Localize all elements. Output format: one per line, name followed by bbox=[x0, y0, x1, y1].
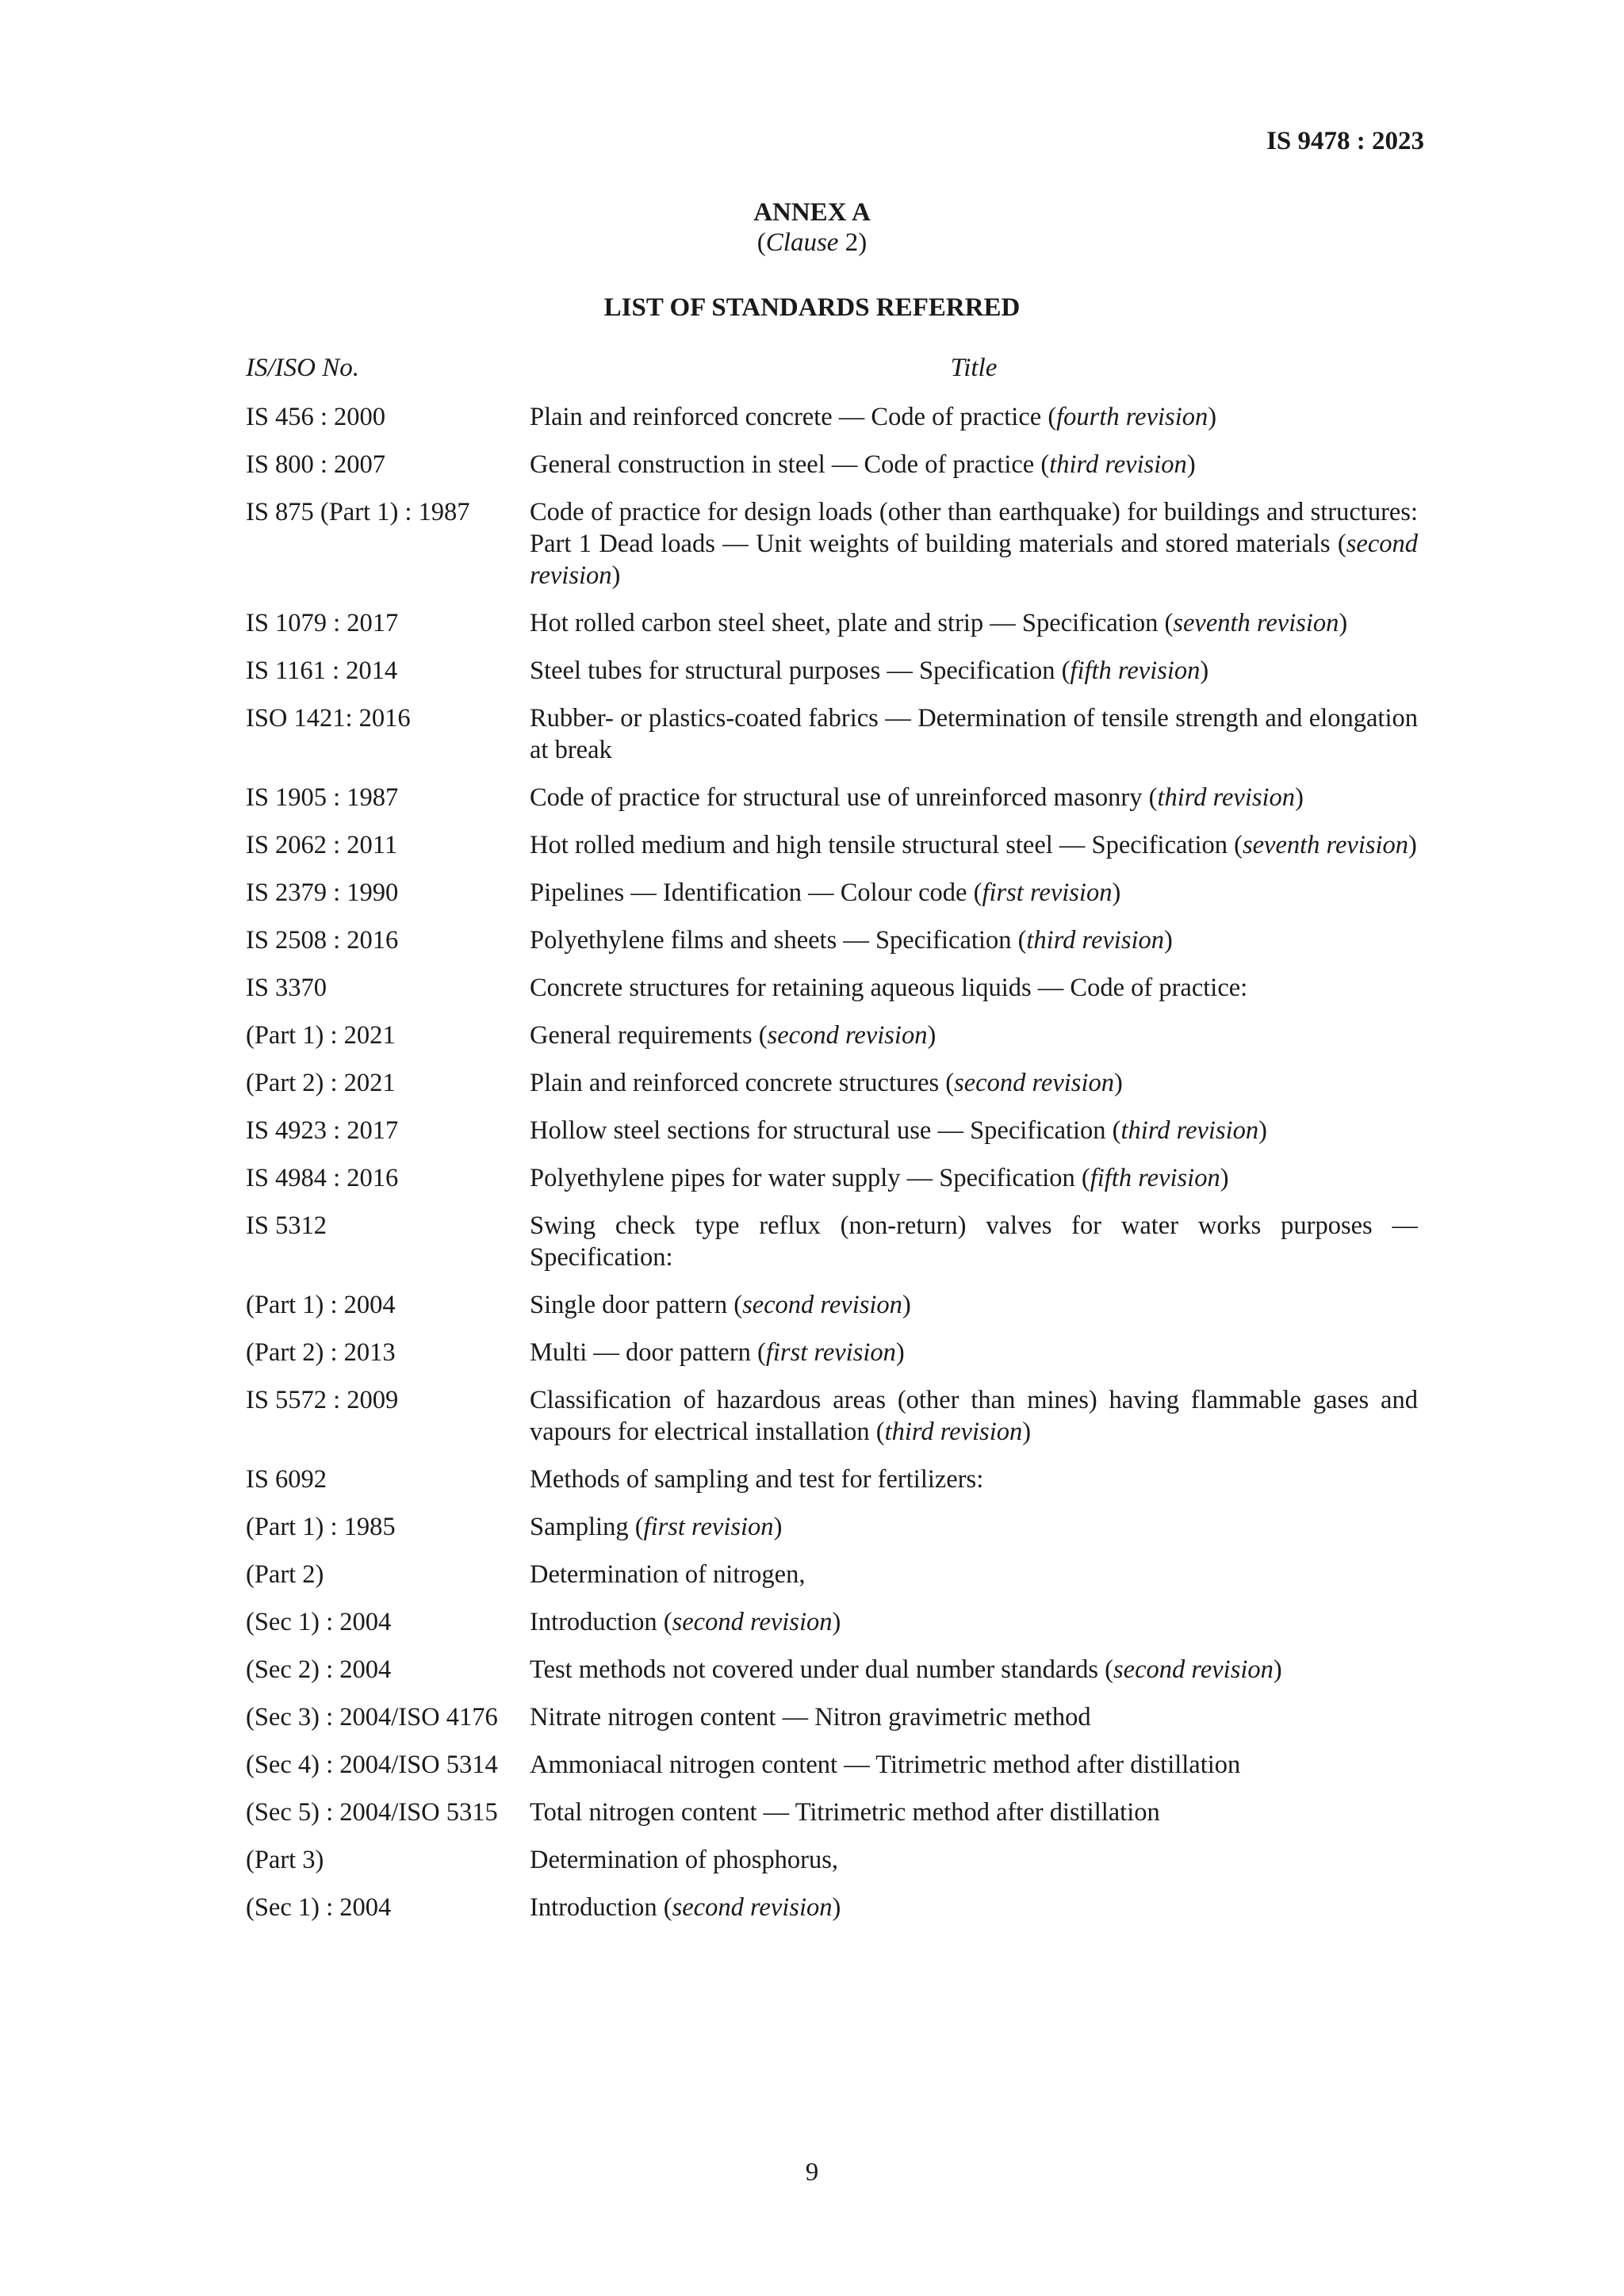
revision-text: fifth revision bbox=[1070, 656, 1201, 685]
standard-id: (Sec 2) : 2004 bbox=[246, 1655, 392, 1684]
revision-text: third revision bbox=[1026, 926, 1165, 955]
title-text: General construction in steel — Code of practice ( bbox=[530, 450, 1050, 479]
list-item bbox=[246, 449, 1418, 480]
title-tail: ) bbox=[1164, 926, 1173, 955]
standard-id: IS 456 : 2000 bbox=[246, 403, 386, 431]
title-text: Plain and reinforced concrete structures ( bbox=[530, 1069, 955, 1097]
title-tail: ) bbox=[927, 1021, 936, 1050]
revision-text: second revision bbox=[530, 530, 1418, 590]
standard-title bbox=[530, 1464, 1418, 1495]
title-text: Rubber- or plastics-coated fabrics — Determination of tensile strength and elongation at break bbox=[530, 704, 1418, 764]
standard-id: IS 4923 : 2017 bbox=[246, 1116, 399, 1145]
list-item bbox=[246, 401, 1418, 433]
standard-id: (Sec 3) : 2004/ISO 4176 bbox=[246, 1703, 498, 1732]
revision-text: second revision bbox=[767, 1021, 928, 1050]
standard-id: (Part 1) : 2004 bbox=[246, 1291, 396, 1319]
standard-id: (Part 1) : 2021 bbox=[246, 1021, 396, 1050]
title-tail: ) bbox=[902, 1291, 911, 1319]
standard-id: IS 2379 : 1990 bbox=[246, 878, 399, 907]
title-text: Concrete structures for retaining aqueous liquids — Code of practice: bbox=[530, 974, 1248, 1002]
standard-id: IS 5312 bbox=[246, 1211, 327, 1240]
list-item bbox=[246, 1844, 1418, 1876]
title-text: Introduction ( bbox=[530, 1893, 672, 1922]
title-tail: ) bbox=[1113, 1069, 1123, 1097]
title-text: Steel tubes for structural purposes — Specification ( bbox=[530, 656, 1071, 685]
title-text: Code of practice for design loads (other than earthquake) for buildings and structures: Part 1 Dead loads — Unit weights of building materials and stored materials ( bbox=[530, 498, 1418, 558]
title-tail: ) bbox=[611, 561, 621, 590]
title-text: Classification of hazardous areas (other than mines) having flammable gases and vapours for electrical installation ( bbox=[530, 1386, 1418, 1446]
standard-title bbox=[530, 1020, 1418, 1051]
standard-title bbox=[530, 607, 1418, 639]
standards-list bbox=[246, 401, 1418, 1939]
list-item bbox=[246, 1464, 1418, 1495]
standard-id: IS 5572 : 2009 bbox=[246, 1386, 399, 1414]
standard-id: IS 800 : 2007 bbox=[246, 450, 386, 479]
revision-text: second revision bbox=[672, 1893, 833, 1922]
list-item bbox=[246, 1892, 1418, 1923]
revision-text: fourth revision bbox=[1056, 403, 1208, 431]
title-text: Polyethylene films and sheets — Specification ( bbox=[530, 926, 1027, 955]
standard-id: (Part 2) : 2013 bbox=[246, 1338, 396, 1367]
annex-title: ANNEX A bbox=[753, 198, 871, 227]
standard-title bbox=[530, 924, 1418, 956]
list-item bbox=[246, 1654, 1418, 1686]
title-text: Hollow steel sections for structural use — Specification ( bbox=[530, 1116, 1121, 1145]
standard-id: IS 875 (Part 1) : 1987 bbox=[246, 498, 470, 526]
standard-title bbox=[530, 496, 1418, 591]
list-item bbox=[246, 1115, 1418, 1146]
revision-text: second revision bbox=[742, 1291, 902, 1319]
list-item bbox=[246, 1701, 1418, 1733]
standard-title bbox=[530, 877, 1418, 909]
title-tail: ) bbox=[1220, 1164, 1229, 1192]
standard-id: IS 3370 bbox=[246, 974, 327, 1002]
title-tail: ) bbox=[832, 1608, 841, 1636]
list-item bbox=[246, 924, 1418, 956]
revision-text: third revision bbox=[1049, 450, 1187, 479]
title-text: Code of practice for structural use of unreinforced masonry ( bbox=[530, 783, 1158, 812]
title-tail: ) bbox=[1200, 656, 1209, 685]
title-tail: ) bbox=[832, 1893, 841, 1922]
standard-id: IS 1161 : 2014 bbox=[246, 656, 398, 685]
title-text: Pipelines — Identification — Colour code ( bbox=[530, 878, 982, 907]
title-text: Determination of nitrogen, bbox=[530, 1560, 806, 1589]
column-header-number: IS/ISO No. bbox=[246, 354, 359, 382]
revision-text: seventh revision bbox=[1242, 831, 1409, 859]
standard-id: ISO 1421: 2016 bbox=[246, 704, 411, 733]
standard-id: IS 6092 bbox=[246, 1465, 327, 1494]
revision-text: first revision bbox=[643, 1513, 774, 1541]
standard-number: IS 9478 : 2023 bbox=[1266, 127, 1424, 155]
standard-title bbox=[530, 972, 1418, 1004]
title-text: Single door pattern ( bbox=[530, 1291, 743, 1319]
revision-text: second revision bbox=[1113, 1655, 1274, 1684]
standard-title bbox=[530, 1067, 1418, 1099]
standard-title bbox=[530, 1511, 1418, 1543]
title-tail: ) bbox=[1022, 1418, 1032, 1446]
standard-id: (Sec 1) : 2004 bbox=[246, 1608, 392, 1636]
title-tail: ) bbox=[1208, 403, 1217, 431]
standard-id: (Part 2) bbox=[246, 1560, 324, 1589]
list-item bbox=[246, 877, 1418, 909]
standard-id: IS 1905 : 1987 bbox=[246, 783, 399, 812]
standard-id: IS 2062 : 2011 bbox=[246, 831, 398, 859]
clause-word: Clause bbox=[765, 228, 839, 257]
title-text: General requirements ( bbox=[530, 1021, 768, 1050]
title-text: Determination of phosphorus, bbox=[530, 1846, 839, 1874]
standard-id: (Sec 4) : 2004/ISO 5314 bbox=[246, 1751, 498, 1779]
list-item bbox=[246, 1067, 1418, 1099]
standard-id: (Sec 5) : 2004/ISO 5315 bbox=[246, 1798, 498, 1827]
list-item bbox=[246, 972, 1418, 1004]
standard-id: IS 4984 : 2016 bbox=[246, 1164, 399, 1192]
title-tail: ) bbox=[1186, 450, 1196, 479]
title-tail: ) bbox=[1408, 831, 1417, 859]
list-item bbox=[246, 702, 1418, 766]
title-text: Sampling ( bbox=[530, 1513, 644, 1541]
standard-title bbox=[530, 1749, 1418, 1781]
title-text: Total nitrogen content — Titrimetric method after distillation bbox=[530, 1798, 1160, 1827]
standard-title bbox=[530, 782, 1418, 813]
title-tail: ) bbox=[1112, 878, 1121, 907]
title-tail: ) bbox=[1273, 1655, 1282, 1684]
standard-title bbox=[530, 1210, 1418, 1273]
revision-text: third revision bbox=[1120, 1116, 1259, 1145]
standard-title bbox=[530, 1289, 1418, 1321]
list-item bbox=[246, 782, 1418, 813]
list-item bbox=[246, 1162, 1418, 1194]
list-item bbox=[246, 1559, 1418, 1590]
revision-text: first revision bbox=[765, 1338, 896, 1367]
list-item bbox=[246, 1210, 1418, 1273]
list-item bbox=[246, 1289, 1418, 1321]
list-item bbox=[246, 1797, 1418, 1828]
standard-title bbox=[530, 401, 1418, 433]
list-item bbox=[246, 1384, 1418, 1448]
title-text: Hot rolled medium and high tensile structural steel — Specification ( bbox=[530, 831, 1243, 859]
clause-number: 2) bbox=[838, 228, 868, 257]
standard-title bbox=[530, 1115, 1418, 1146]
standard-id: (Part 2) : 2021 bbox=[246, 1069, 396, 1097]
list-title: LIST OF STANDARDS REFERRED bbox=[603, 293, 1021, 322]
standard-id: IS 1079 : 2017 bbox=[246, 609, 399, 637]
standard-title bbox=[530, 1384, 1418, 1448]
title-text: Hot rolled carbon steel sheet, plate and strip — Specification ( bbox=[530, 609, 1174, 637]
standard-title bbox=[530, 1337, 1418, 1368]
revision-text: third revision bbox=[1157, 783, 1296, 812]
title-text: Swing check type reflux (non-return) valves for water works purposes — Specification: bbox=[530, 1211, 1418, 1272]
list-item bbox=[246, 1749, 1418, 1781]
title-tail: ) bbox=[1258, 1116, 1267, 1145]
list-item bbox=[246, 1337, 1418, 1368]
list-item bbox=[246, 496, 1418, 591]
column-header-title: Title bbox=[950, 354, 998, 382]
standard-title bbox=[530, 449, 1418, 480]
standard-title bbox=[530, 1654, 1418, 1686]
annex-clause bbox=[0, 228, 1624, 258]
standard-title bbox=[530, 1844, 1418, 1876]
title-tail: ) bbox=[1295, 783, 1304, 812]
standard-id: IS 2508 : 2016 bbox=[246, 926, 399, 955]
title-text: Polyethylene pipes for water supply — Specification ( bbox=[530, 1164, 1090, 1192]
standard-title bbox=[530, 1559, 1418, 1590]
title-text: Test methods not covered under dual number standards ( bbox=[530, 1655, 1113, 1684]
revision-text: fifth revision bbox=[1090, 1164, 1220, 1192]
standard-title bbox=[530, 702, 1418, 766]
title-tail: ) bbox=[773, 1513, 783, 1541]
title-text: Nitrate nitrogen content — Nitron gravimetric method bbox=[530, 1703, 1091, 1732]
revision-text: seventh revision bbox=[1173, 609, 1339, 637]
revision-text: first revision bbox=[982, 878, 1113, 907]
title-text: Multi — door pattern ( bbox=[530, 1338, 766, 1367]
title-text: Plain and reinforced concrete — Code of practice ( bbox=[530, 403, 1057, 431]
list-item bbox=[246, 1020, 1418, 1051]
standard-id: (Part 3) bbox=[246, 1846, 324, 1874]
title-text: Ammoniacal nitrogen content — Titrimetric method after distillation bbox=[530, 1751, 1241, 1779]
standard-title bbox=[530, 655, 1418, 687]
list-item bbox=[246, 1511, 1418, 1543]
clause-open: ( bbox=[756, 228, 766, 257]
page-number: 9 bbox=[805, 2158, 819, 2187]
title-tail: ) bbox=[1339, 609, 1348, 637]
standard-title bbox=[530, 1701, 1418, 1733]
standard-title bbox=[530, 829, 1418, 861]
list-item bbox=[246, 655, 1418, 687]
title-tail: ) bbox=[895, 1338, 905, 1367]
standard-id: (Part 1) : 1985 bbox=[246, 1513, 396, 1541]
standard-title bbox=[530, 1797, 1418, 1828]
list-item bbox=[246, 607, 1418, 639]
standard-id: (Sec 1) : 2004 bbox=[246, 1893, 392, 1922]
revision-text: second revision bbox=[954, 1069, 1114, 1097]
title-text: Methods of sampling and test for fertilizers: bbox=[530, 1465, 984, 1494]
standard-title bbox=[530, 1162, 1418, 1194]
title-text: Introduction ( bbox=[530, 1608, 672, 1636]
list-item bbox=[246, 1606, 1418, 1638]
revision-text: third revision bbox=[884, 1418, 1023, 1446]
standard-title bbox=[530, 1606, 1418, 1638]
standard-title bbox=[530, 1892, 1418, 1923]
list-item bbox=[246, 829, 1418, 861]
revision-text: second revision bbox=[672, 1608, 833, 1636]
